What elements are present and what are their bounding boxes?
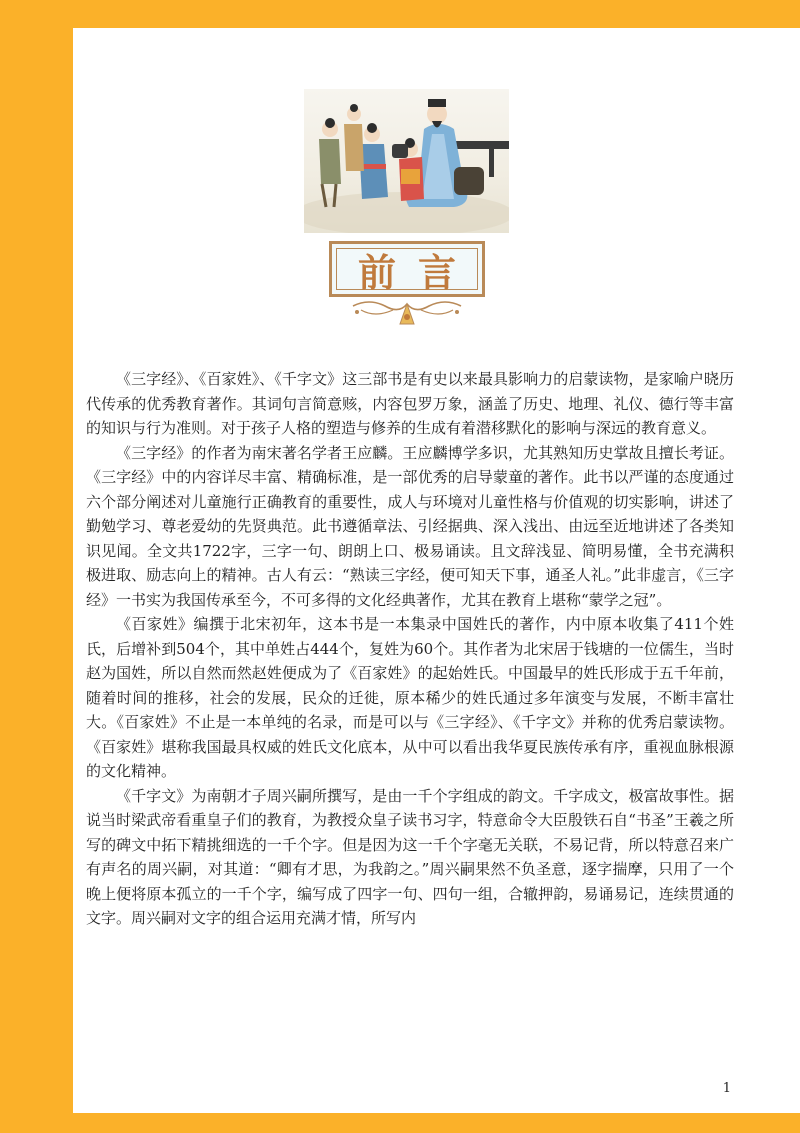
- paragraph: 《三字经》、《百家姓》、《千字文》这三部书是有史以来最具影响力的启蒙读物，是家喻户晓历代传承的优秀教育著作。其词句言简意赅，内容包罗万象，涵盖了历史、地理、礼仪、德行等丰富的知识与行为准则。对于孩子人格的塑造与修养的生成有着潜移默化的影响与深远的教育意义。: [86, 370, 734, 437]
- page-number: 1: [722, 1081, 731, 1096]
- teacher-and-children-illustration: [304, 89, 509, 233]
- title-banner: [329, 241, 485, 297]
- ornament-icon: [349, 296, 465, 328]
- page: [73, 28, 800, 1113]
- preface-body: [86, 367, 734, 931]
- paragraph: 《三字经》的作者为南宋著名学者王应麟。王应麟博学多识，尤其熟知历史掌故且擅长考证。《三字经》中的内容详尽丰富、精确标准，是一部优秀的启导蒙童的著作。此书以严谨的态度通过六个部分阐述对儿童施行正确教育的重要性，成人与环境对儿童性格与价值观的切实影响，讲述了勤勉学习、尊老爱幼的先贤典范。此书遵循章法、引经据典、深入浅出、由远至近地讲述了各类知识见闻。全文共1722字，三字一句、朗朗上口、极易诵读。且文辞浅显、简明易懂，全书充满积极进取、励志向上的精神。古人有云：“熟读三字经，便可知天下事，通圣人礼。”此非虚言，《三字经》一书实为我国传承至今，不可多得的文化经典著作，尤其在教育上堪称“蒙学之冠”。: [86, 443, 734, 609]
- paragraph: 《千字文》为南朝才子周兴嗣所撰写，是由一千个字组成的韵文。千字成文，极富故事性。据说当时梁武帝看重皇子们的教育，为教授众皇子读书习字，特意命令大臣殷铁石自“书圣”王羲之所写的碑文中拓下精挑细选的一千个字。但是因为这一千个字毫无关联，不易记背，所以特意召来广有声名的周兴嗣，对其道：“卿有才思，为我韵之。”周兴嗣果然不负圣意，逐字揣摩，只用了一个晚上便将原本孤立的一千个字，编写成了四字一句、四句一组，合辙押韵，易诵易记，连续贯通的文字。周兴嗣对文字的组合运用充满才情，所写内: [86, 786, 734, 927]
- page-title: 前言: [357, 250, 478, 295]
- illustration: [304, 89, 509, 233]
- paragraph: 《百家姓》编撰于北宋初年，这本书是一本集录中国姓氏的著作，内中原本收集了411个姓氏，后增补到504个，其中单姓占444个，复姓为60个。其作者为北宋居于钱塘的一位儒生，当时赵为国姓，所以自然而然赵姓便成为了《百家姓》的起始姓氏。中国最早的姓氏形成于五千年前，随着时间的推移，社会的发展，民众的迁徙，原本稀少的姓氏通过多年演变与发展，不断丰富壮大。《百家姓》不止是一本单纯的名录，而是可以与《三字经》、《千字文》并称的优秀启蒙读物。《百家姓》堪称我国最具权威的姓氏文化底本，从中可以看出我华夏民族传承有序，重视血脉根源的文化精神。: [86, 615, 734, 780]
